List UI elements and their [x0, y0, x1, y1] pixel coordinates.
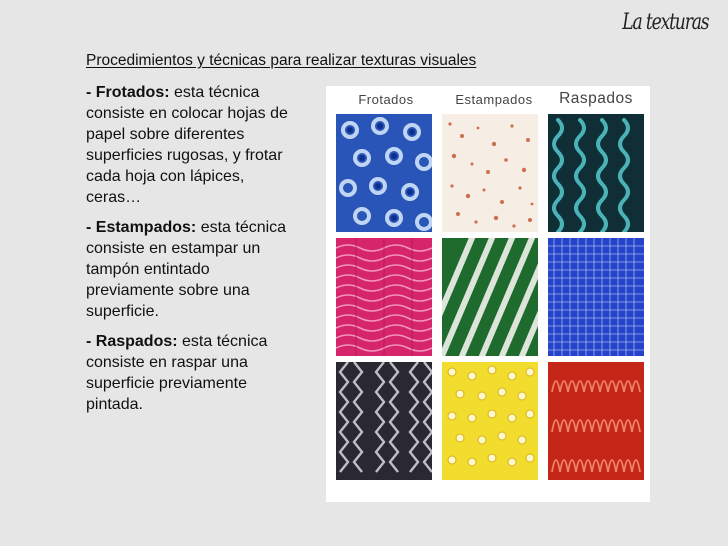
tile-art-7	[442, 362, 538, 480]
tile-art-0	[336, 114, 432, 232]
texture-tile-estampado-yellow	[442, 362, 538, 480]
technique-descriptions	[86, 82, 296, 424]
paragraph-frotados	[86, 82, 296, 208]
texture-tile-frotado-dark	[336, 362, 432, 480]
text-raspados: esta técnica consiste en raspar una superficie previamente pintada.	[86, 333, 268, 413]
term-frotados: - Frotados:	[86, 84, 170, 101]
tile-art-3	[336, 238, 432, 356]
tile-art-8	[548, 362, 644, 480]
texture-samples-panel	[326, 86, 650, 502]
text-estampados: esta técnica consiste en estampar un tampón entintado previamente sobre una superficie.	[86, 219, 287, 320]
tile-art-5	[548, 238, 644, 356]
tile-art-4	[442, 238, 538, 356]
column-label-frotados: Frotados	[358, 92, 414, 107]
tile-art-2	[548, 114, 644, 232]
term-estampados: - Estampados:	[86, 219, 197, 236]
texture-tile-estampado-green	[442, 238, 538, 356]
tile-art-6	[336, 362, 432, 480]
texture-tile-frotado-blue	[336, 114, 432, 232]
column-label-estampados: Estampados	[455, 92, 533, 107]
corner-title: La texturas	[621, 10, 708, 35]
column-label-raspados: Raspados	[559, 90, 633, 107]
texture-tile-estampado-orange	[442, 114, 538, 232]
paragraph-estampados	[86, 217, 296, 322]
term-raspados: - Raspados:	[86, 333, 178, 350]
paragraph-raspados	[86, 331, 296, 415]
texture-tile-raspado-blue	[548, 238, 644, 356]
page-heading: Procedimientos y técnicas para realizar texturas visuales	[86, 52, 477, 69]
texture-tile-frotado-pink	[336, 238, 432, 356]
texture-tile-raspado-red	[548, 362, 644, 480]
tile-art-1	[442, 114, 538, 232]
texture-tile-raspado-teal	[548, 114, 644, 232]
text-frotados: esta técnica consiste en colocar hojas de papel sobre diferentes superficies rugosas, y frotar cada hoja con lápices, ceras…	[86, 84, 288, 206]
